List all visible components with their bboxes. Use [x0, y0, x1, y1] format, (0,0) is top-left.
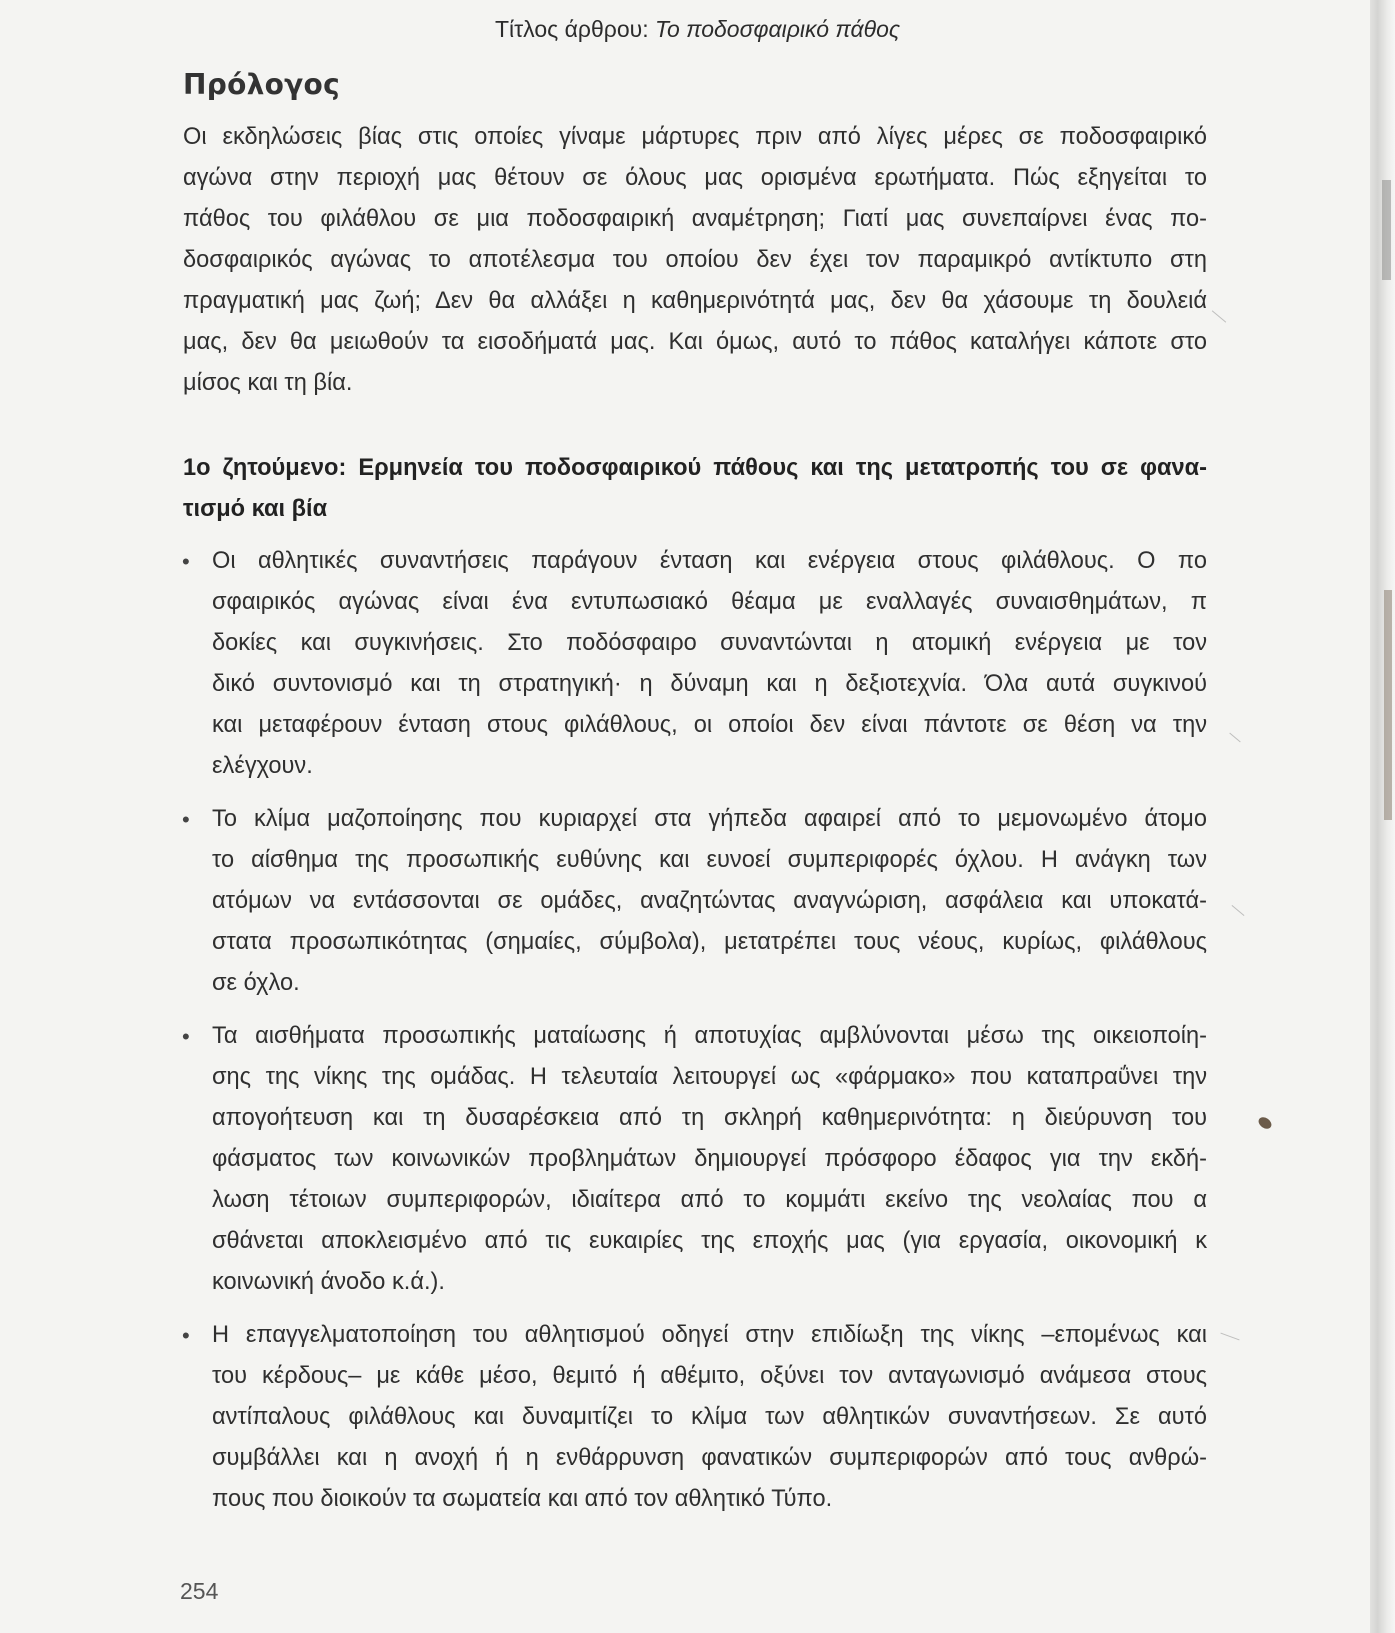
requirement-heading: 1ο ζητούμενο: Ερμηνεία του ποδοσφαιρικού πάθους και της μετατροπής του σε φανα-	[183, 455, 1207, 481]
bullet-marker: •	[182, 1323, 190, 1348]
bullet-line: φάσματος των κοινωνικών προβλημάτων δημιουργεί πρόσφορο έδαφος για την εκδή-	[212, 1146, 1207, 1172]
page-number: 254	[180, 1578, 219, 1604]
bullet-line: και μεταφέρουν ένταση στους φιλάθλους, οι οποίοι δεν είναι πάντοτε σε θέση να την	[212, 712, 1207, 738]
bullet-line: σης της νίκης της ομάδας. Η τελευταία λειτουργεί ως «φάρμακο» που καταπραΰνει την	[212, 1064, 1207, 1090]
bullet-line: του κέρδους– με κάθε μέσο, θεμιτό ή αθέμιτο, οξύνει τον ανταγωνισμό ανάμεσα στους	[212, 1363, 1207, 1389]
page-edge-mark	[1382, 180, 1391, 280]
bullet-line: αντίπαλους φιλάθλους και δυναμιτίζει το κλίμα των αθλητικών συναντήσεων. Σε αυτό	[212, 1404, 1207, 1430]
bullet-line: λωση τέτοιων συμπεριφορών, ιδιαίτερα από το κομμάτι εκείνο της νεολαίας που α	[212, 1187, 1207, 1213]
requirement-heading: τισμό και βία	[183, 496, 328, 522]
bullet-line: στατα προσωπικότητας (σημαίες, σύμβολα), μετατρέπει τους νέους, κυρίως, φιλάθλους	[212, 929, 1207, 955]
bullet-line: συμβάλλει και η ανοχή ή η ενθάρρυνση φανατικών συμπεριφορών από τους ανθρώ-	[212, 1445, 1207, 1471]
scan-scratch	[1232, 905, 1245, 916]
bullet-line: Το κλίμα μαζοποίησης που κυριαρχεί στα γήπεδα αφαιρεί από το μεμονωμένο άτομο	[212, 806, 1207, 832]
bullet-line: Οι αθλητικές συναντήσεις παράγουν ένταση και ενέργεια στους φιλάθλους. Ο πο	[212, 548, 1207, 574]
scan-scratch	[1229, 733, 1240, 743]
scan-scratch	[1212, 310, 1226, 322]
bullet-line: σφαιρικός αγώνας είναι ένα εντυπωσιακό θέαμα με εναλλαγές συναισθημάτων, π	[212, 589, 1207, 615]
article-title-label: Τίτλος άρθρου:	[494, 16, 649, 42]
prologue-line: αγώνα στην περιοχή μας θέτουν σε όλους μας ορισμένα ερωτήματα. Πώς εξηγείται το	[183, 165, 1207, 191]
bullet-line: ελέγχουν.	[212, 753, 313, 779]
scan-scratch	[1220, 1333, 1239, 1341]
bullet-line: δικό συντονισμό και τη στρατηγική· η δύναμη και η δεξιοτεχνία. Όλα αυτά συγκινού	[212, 671, 1207, 697]
bullet-line: σε όχλο.	[212, 970, 300, 996]
bullet-marker: •	[182, 1024, 190, 1049]
prologue-line: μας, δεν θα μειωθούν τα εισοδήματά μας. Και όμως, αυτό το πάθος καταλήγει κάποτε στο	[183, 329, 1207, 355]
bullet-line: Τα αισθήματα προσωπικής ματαίωσης ή αποτυχίας αμβλύνονται μέσω της οικειοποίη-	[212, 1023, 1207, 1049]
bullet-line: σθάνεται αποκλεισμένο από τις ευκαιρίες της εποχής μας (για εργασία, οικονομική κ	[212, 1228, 1207, 1254]
bullet-line: πους που διοικούν τα σωματεία και από τον αθλητικό Τύπο.	[212, 1486, 833, 1512]
bullet-line: δοκίες και συγκινήσεις. Στο ποδόσφαιρο συναντώνται η ατομική ενέργεια με τον	[212, 630, 1207, 656]
prologue-line: μίσος και τη βία.	[183, 370, 353, 396]
prologue-line: πάθος του φιλάθλου σε μια ποδοσφαιρική αναμέτρηση; Γιατί μας συνεπαίρνει ένας πο-	[183, 206, 1207, 232]
bullet-line: Η επαγγελματοποίηση του αθλητισμού οδηγεί στην επιδίωξη της νίκης –επομένως και	[212, 1322, 1207, 1348]
prologue-line: πραγματική μας ζωή; Δεν θα αλλάξει η καθημερινότητά μας, δεν θα χάσουμε τη δουλειά	[183, 288, 1207, 314]
bullet-line: απογοήτευση και τη δυσαρέσκεια από τη σκληρή καθημερινότητα: η διεύρυνση του	[212, 1105, 1207, 1131]
bullet-line: κοινωνική άνοδο κ.ά.).	[212, 1269, 445, 1295]
bullet-line: ατόμων να εντάσσονται σε ομάδες, αναζητώντας αναγνώριση, ασφάλεια και υποκατά-	[212, 888, 1207, 914]
article-title-value: Το ποδοσφαιρικό πάθος	[655, 16, 901, 42]
scan-speck	[1256, 1115, 1273, 1131]
page-edge-mark	[1384, 590, 1392, 820]
prologue-line: Οι εκδηλώσεις βίας στις οποίες γίναμε μάρτυρες πριν από λίγες μέρες σε ποδοσφαιρικό	[183, 124, 1207, 150]
prologue-line: δοσφαιρικός αγώνας το αποτέλεσμα του οποίου δεν έχει τον παραμικρό αντίκτυπο στη	[183, 247, 1207, 273]
bullet-marker: •	[182, 549, 190, 574]
bullet-line: το αίσθημα της προσωπικής ευθύνης και ευνοεί συμπεριφορές όχλου. Η ανάγκη των	[212, 847, 1207, 873]
prologue-heading: Πρόλογος	[183, 68, 340, 101]
article-title	[0, 16, 1395, 43]
bullet-marker: •	[182, 807, 190, 832]
